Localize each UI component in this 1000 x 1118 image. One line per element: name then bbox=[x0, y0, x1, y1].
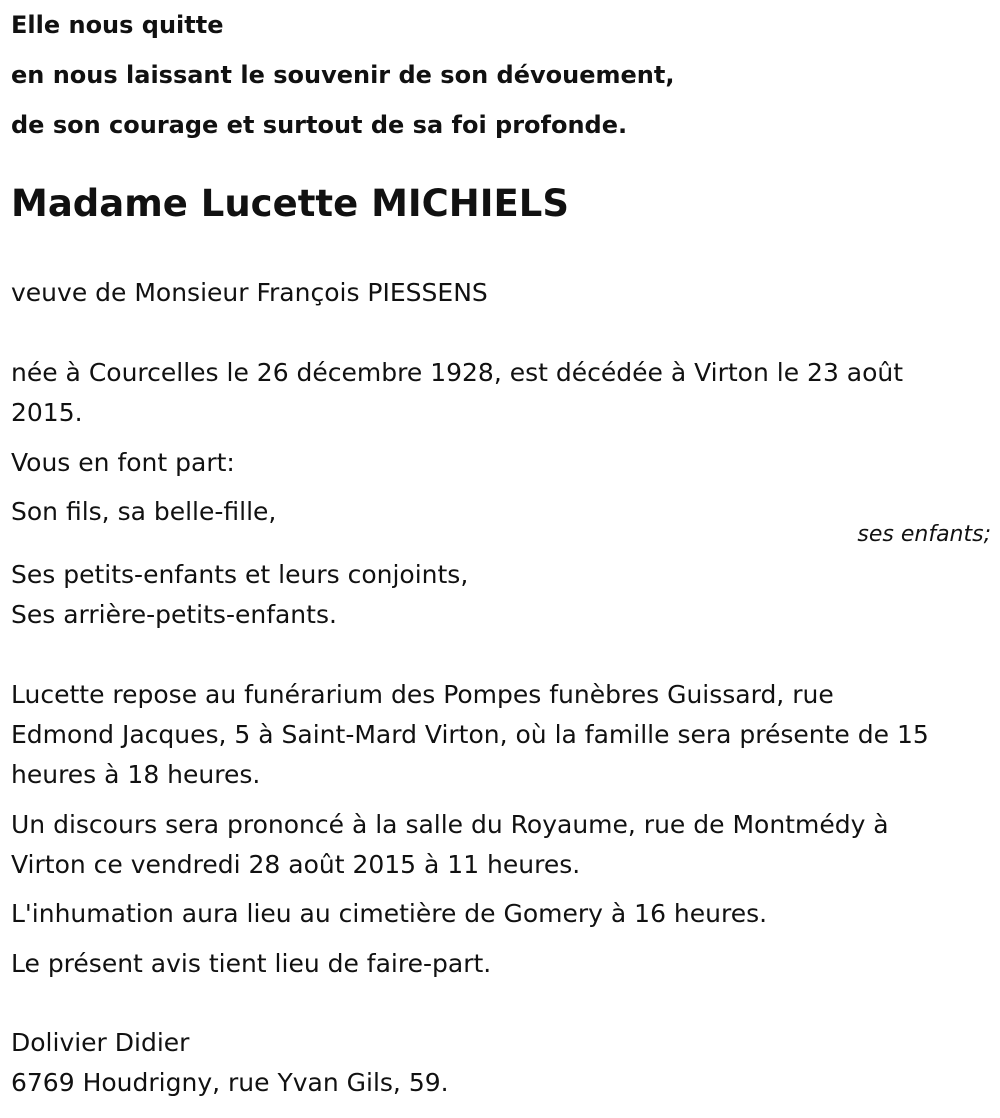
contact-name: Dolivier Didier bbox=[11, 1028, 190, 1057]
quote-line-2: en nous laissant le souvenir de son dévouement, bbox=[11, 61, 675, 89]
discourse-line-2: Virton ce vendredi 28 août 2015 à 11 heures. bbox=[11, 850, 581, 879]
discourse-line-1: Un discours sera prononcé à la salle du Royaume, rue de Montmédy à bbox=[11, 810, 889, 839]
family-great-grandchildren: Ses arrière-petits-enfants. bbox=[11, 600, 337, 629]
deceased-name: Madame Lucette MICHIELS bbox=[11, 182, 570, 225]
birth-death-line-1: née à Courcelles le 26 décembre 1928, est décédée à Virton le 23 août bbox=[11, 358, 904, 387]
repose-line-1: Lucette repose au funérarium des Pompes funèbres Guissard, rue bbox=[11, 680, 834, 709]
quote-line-3: de son courage et surtout de sa foi profonde. bbox=[11, 111, 628, 139]
birth-death-line-2: 2015. bbox=[11, 398, 83, 427]
contact-address: 6769 Houdrigny, rue Yvan Gils, 59. bbox=[11, 1068, 449, 1097]
burial-line: L'inhumation aura lieu au cimetière de Gomery à 16 heures. bbox=[11, 899, 768, 928]
family-intro: Vous en font part: bbox=[11, 448, 235, 477]
family-grandchildren: Ses petits-enfants et leurs conjoints, bbox=[11, 560, 469, 589]
repose-line-3: heures à 18 heures. bbox=[11, 760, 261, 789]
notice-line: Le présent avis tient lieu de faire-part. bbox=[11, 949, 492, 978]
spouse-line: veuve de Monsieur François PIESSENS bbox=[11, 278, 488, 307]
family-children-label: ses enfants; bbox=[857, 522, 991, 547]
family-son: Son fils, sa belle-fille, bbox=[11, 497, 277, 526]
repose-line-2: Edmond Jacques, 5 à Saint-Mard Virton, où la famille sera présente de 15 bbox=[11, 720, 929, 749]
quote-line-1: Elle nous quitte bbox=[11, 11, 224, 39]
